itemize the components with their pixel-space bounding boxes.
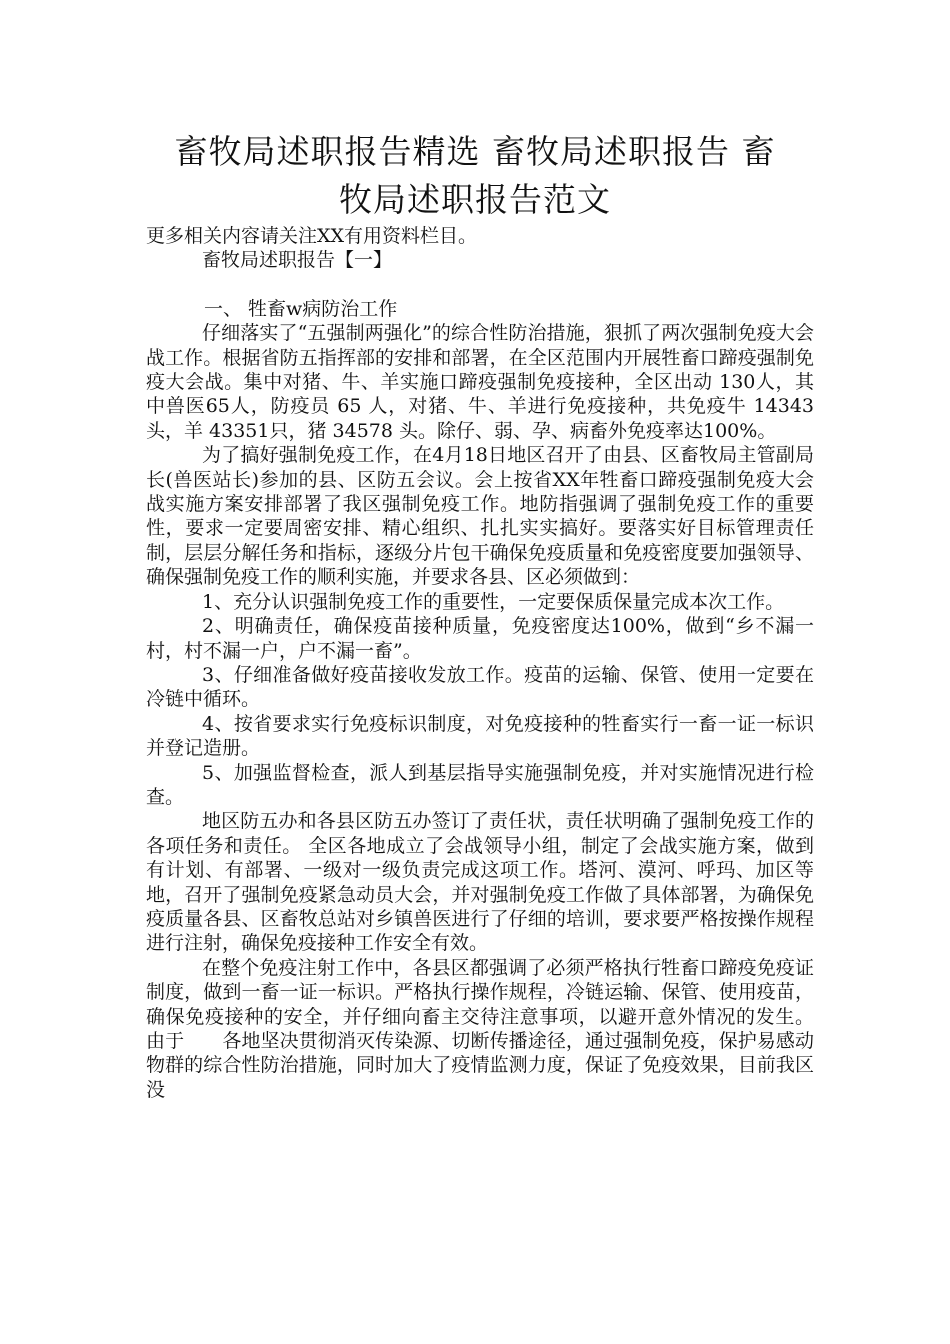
body-paragraph: 为了搞好强制免疫工作，在4月18日地区召开了由县、区畜牧局主管副局长(兽医站长)参加的县、区防五会议。会上按省XX年牲畜口蹄疫强制免疫大会战实施方案安排部署了我区强制免疫工作。地防指强调了强制免疫工作的重要性，要求一定要周密安排、精心组织、扎扎实实搞好。要落实好目标管理责任制，层层分解任务和指标，逐级分片包干确保免疫质量和免疫密度要加强领导、确保强制免疫工作的顺利实施，并要求各县、区必须做到： bbox=[146, 444, 814, 589]
document-body bbox=[146, 224, 814, 1102]
requirement-item: 2、明确责任，确保疫苗接种质量，免疫密度达100%，做到“乡不漏一村，村不漏一户，户不漏一畜”。 bbox=[146, 615, 814, 662]
document-title-line-2: 牧局述职报告范文 bbox=[339, 180, 611, 219]
requirement-item: 1、充分认识强制免疫工作的重要性，一定要保质保量完成本次工作。 bbox=[202, 590, 785, 613]
requirement-item: 3、仔细准备做好疫苗接收发放工作。疫苗的运输、保管、使用一定要在冷链中循环。 bbox=[146, 663, 814, 711]
document-title-line-1: 畜牧局述职报告精选 畜牧局述职报告 畜 bbox=[174, 132, 776, 171]
requirement-item: 4、按省要求实行免疫标识制度，对免疫接种的牲畜实行一畜一证一标识并登记造册。 bbox=[146, 712, 814, 760]
body-paragraph: 仔细落实了“五强制两强化”的综合性防治措施，狠抓了两次强制免疫大会战工作。根据省防五指挥部的安排和部署，在全区范围内开展牲畜口蹄疫强制免疫大会战。集中对猪、牛、羊实施口蹄疫强制免疫接种，全区出动 130人，其中兽医65人，防疫员 65 人，对猪、牛、羊进行免疫接种，共免疫牛 14343 头，羊 43351只，猪 34578 头。除仔、弱、孕、病畜外免疫率达100%。 bbox=[146, 322, 814, 442]
subsection-heading: 一、 牲畜w病防治工作 bbox=[203, 297, 398, 320]
blank-line-spacer bbox=[146, 273, 814, 297]
related-content-note: 更多相关内容请关注XX有用资料栏目。 bbox=[146, 225, 478, 247]
document-title bbox=[150, 128, 800, 224]
body-paragraph: 地区防五办和各县区防五办签订了责任状，责任状明确了强制免疫工作的各项任务和责任。 全区各地成立了会战领导小组，制定了会战实施方案，做到有计划、有部署、一级对一级负责完成这项工作。塔河、漠河、呼玛、加区等地，召开了强制免疫紧急动员大会，并对强制免疫工作做了具体部署，为确保免疫质量各县、区畜牧总站对乡镇兽医进行了仔细的培训，要求要严格按操作规程进行注射，确保免疫接种工作安全有效。 bbox=[146, 810, 814, 955]
section-heading: 畜牧局述职报告【一】 bbox=[202, 249, 393, 272]
body-paragraph: 在整个免疫注射工作中，各县区都强调了必须严格执行牲畜口蹄疫免疫证制度，做到一畜一证一标识。严格执行操作规程，冷链运输、保管、使用疫苗，确保免疫接种的安全，并仔细向畜主交待注意事项，以避开意外情况的发生。 由于 各地坚决贯彻消灭传染源、切断传播途径，通过强制免疫，保护易感动物群的综合性防治措施，同时加大了疫情监测力度，保证了免疫效果，目前我区没 bbox=[146, 956, 814, 1101]
requirement-item: 5、加强监督检查，派人到基层指导实施强制免疫，并对实施情况进行检查。 bbox=[146, 761, 814, 808]
